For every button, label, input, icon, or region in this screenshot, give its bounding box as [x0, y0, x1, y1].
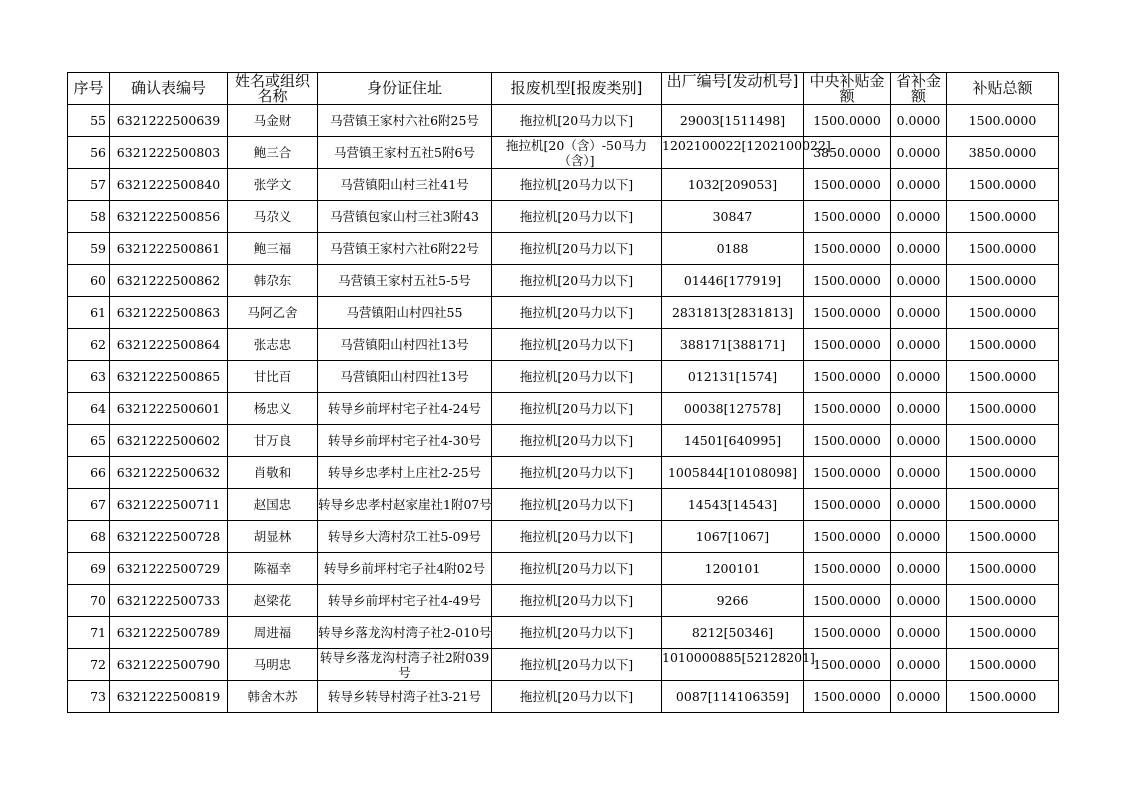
cell-provincial-subsidy: 0.0000	[891, 649, 947, 681]
header-provincial-subsidy: 省补金额	[891, 73, 947, 105]
header-name: 姓名或组织名称	[228, 73, 318, 105]
cell-address: 转导乡前坪村宅子社4-49号	[318, 585, 492, 617]
cell-provincial-subsidy: 0.0000	[891, 297, 947, 329]
cell-seq: 65	[68, 425, 110, 457]
cell-seq: 55	[68, 105, 110, 137]
table-row	[68, 457, 1059, 489]
cell-name: 赵国忠	[228, 489, 318, 521]
cell-name: 赵梁花	[228, 585, 318, 617]
cell-seq: 57	[68, 169, 110, 201]
cell-serial: 1200101	[662, 553, 804, 585]
cell-total-subsidy: 1500.0000	[947, 425, 1059, 457]
cell-seq: 63	[68, 361, 110, 393]
cell-name: 马金财	[228, 105, 318, 137]
cell-seq: 69	[68, 553, 110, 585]
cell-central-subsidy: 1500.0000	[804, 649, 891, 681]
cell-total-subsidy: 1500.0000	[947, 361, 1059, 393]
table-row	[68, 137, 1059, 169]
table-row	[68, 489, 1059, 521]
cell-address: 转导乡忠孝村赵家崖社1附07号	[318, 489, 492, 521]
cell-central-subsidy: 1500.0000	[804, 233, 891, 265]
table-body	[68, 105, 1059, 713]
cell-total-subsidy: 1500.0000	[947, 489, 1059, 521]
cell-provincial-subsidy: 0.0000	[891, 521, 947, 553]
cell-total-subsidy: 1500.0000	[947, 521, 1059, 553]
cell-provincial-subsidy: 0.0000	[891, 393, 947, 425]
cell-total-subsidy: 1500.0000	[947, 585, 1059, 617]
table-row	[68, 201, 1059, 233]
cell-confirm-no: 6321222500728	[110, 521, 228, 553]
cell-confirm-no: 6321222500856	[110, 201, 228, 233]
cell-address: 马营镇包家山村三社3附43	[318, 201, 492, 233]
cell-confirm-no: 6321222500639	[110, 105, 228, 137]
cell-central-subsidy: 1500.0000	[804, 425, 891, 457]
cell-provincial-subsidy: 0.0000	[891, 617, 947, 649]
cell-serial: 0087[114106359]	[662, 681, 804, 713]
cell-seq: 70	[68, 585, 110, 617]
header-model: 报废机型[报废类别]	[492, 73, 662, 105]
cell-central-subsidy: 1500.0000	[804, 265, 891, 297]
cell-provincial-subsidy: 0.0000	[891, 169, 947, 201]
cell-name: 鲍三合	[228, 137, 318, 169]
cell-name: 张学文	[228, 169, 318, 201]
cell-serial: 01446[177919]	[662, 265, 804, 297]
cell-confirm-no: 6321222500861	[110, 233, 228, 265]
cell-central-subsidy: 1500.0000	[804, 457, 891, 489]
cell-central-subsidy: 1500.0000	[804, 393, 891, 425]
cell-serial: 14501[640995]	[662, 425, 804, 457]
table-row	[68, 553, 1059, 585]
cell-confirm-no: 6321222500862	[110, 265, 228, 297]
cell-model: 拖拉机[20马力以下]	[492, 169, 662, 201]
cell-name: 马阿乙舍	[228, 297, 318, 329]
cell-model: 拖拉机[20马力以下]	[492, 585, 662, 617]
cell-serial: 29003[1511498]	[662, 105, 804, 137]
cell-name: 鲍三福	[228, 233, 318, 265]
cell-seq: 67	[68, 489, 110, 521]
table-row	[68, 649, 1059, 681]
cell-seq: 71	[68, 617, 110, 649]
cell-name: 韩舍木苏	[228, 681, 318, 713]
cell-provincial-subsidy: 0.0000	[891, 553, 947, 585]
cell-central-subsidy: 1500.0000	[804, 329, 891, 361]
cell-name: 肖敬和	[228, 457, 318, 489]
cell-central-subsidy: 3850.0000	[804, 137, 891, 169]
cell-model: 拖拉机[20马力以下]	[492, 201, 662, 233]
cell-address: 马营镇阳山村三社41号	[318, 169, 492, 201]
cell-total-subsidy: 1500.0000	[947, 265, 1059, 297]
cell-name: 马尕义	[228, 201, 318, 233]
cell-serial: 012131[1574]	[662, 361, 804, 393]
cell-seq: 72	[68, 649, 110, 681]
cell-name: 胡显林	[228, 521, 318, 553]
cell-model: 拖拉机[20马力以下]	[492, 233, 662, 265]
cell-central-subsidy: 1500.0000	[804, 201, 891, 233]
cell-central-subsidy: 1500.0000	[804, 169, 891, 201]
cell-address: 转导乡转导村湾子社3-21号	[318, 681, 492, 713]
table-row	[68, 617, 1059, 649]
cell-central-subsidy: 1500.0000	[804, 681, 891, 713]
cell-model: 拖拉机[20马力以下]	[492, 393, 662, 425]
cell-confirm-no: 6321222500789	[110, 617, 228, 649]
cell-total-subsidy: 1500.0000	[947, 553, 1059, 585]
table-row	[68, 105, 1059, 137]
cell-address: 转导乡大湾村尕工社5-09号	[318, 521, 492, 553]
cell-total-subsidy: 1500.0000	[947, 297, 1059, 329]
cell-serial: 00038[127578]	[662, 393, 804, 425]
cell-seq: 60	[68, 265, 110, 297]
cell-confirm-no: 6321222500840	[110, 169, 228, 201]
header-row	[68, 73, 1059, 105]
cell-serial: 14543[14543]	[662, 489, 804, 521]
cell-model: 拖拉机[20马力以下]	[492, 361, 662, 393]
cell-total-subsidy: 1500.0000	[947, 393, 1059, 425]
cell-name: 甘比百	[228, 361, 318, 393]
cell-central-subsidy: 1500.0000	[804, 105, 891, 137]
cell-model: 拖拉机[20马力以下]	[492, 489, 662, 521]
cell-seq: 68	[68, 521, 110, 553]
cell-central-subsidy: 1500.0000	[804, 521, 891, 553]
cell-name: 周进福	[228, 617, 318, 649]
cell-address: 转导乡前坪村宅子社4附02号	[318, 553, 492, 585]
cell-total-subsidy: 1500.0000	[947, 105, 1059, 137]
header-total-subsidy: 补贴总额	[947, 73, 1059, 105]
cell-serial: 0188	[662, 233, 804, 265]
cell-name: 陈福幸	[228, 553, 318, 585]
cell-serial: 388171[388171]	[662, 329, 804, 361]
cell-confirm-no: 6321222500864	[110, 329, 228, 361]
cell-address: 马营镇阳山村四社13号	[318, 329, 492, 361]
cell-address: 马营镇阳山村四社13号	[318, 361, 492, 393]
cell-total-subsidy: 1500.0000	[947, 233, 1059, 265]
cell-seq: 62	[68, 329, 110, 361]
cell-address: 转导乡前坪村宅子社4-30号	[318, 425, 492, 457]
cell-model: 拖拉机[20（含）-50马力（含）]	[492, 137, 662, 169]
header-central-subsidy: 中央补贴金额	[804, 73, 891, 105]
cell-address: 马营镇王家村五社5-5号	[318, 265, 492, 297]
cell-model: 拖拉机[20马力以下]	[492, 681, 662, 713]
cell-confirm-no: 6321222500601	[110, 393, 228, 425]
cell-total-subsidy: 1500.0000	[947, 169, 1059, 201]
cell-central-subsidy: 1500.0000	[804, 617, 891, 649]
header-address: 身份证住址	[318, 73, 492, 105]
table-row	[68, 233, 1059, 265]
cell-provincial-subsidy: 0.0000	[891, 105, 947, 137]
cell-address: 马营镇阳山村四社55	[318, 297, 492, 329]
cell-address: 马营镇王家村六社6附22号	[318, 233, 492, 265]
cell-provincial-subsidy: 0.0000	[891, 681, 947, 713]
cell-total-subsidy: 1500.0000	[947, 201, 1059, 233]
cell-provincial-subsidy: 0.0000	[891, 265, 947, 297]
cell-model: 拖拉机[20马力以下]	[492, 425, 662, 457]
cell-model: 拖拉机[20马力以下]	[492, 521, 662, 553]
cell-seq: 59	[68, 233, 110, 265]
header-seq: 序号	[68, 73, 110, 105]
cell-model: 拖拉机[20马力以下]	[492, 105, 662, 137]
cell-confirm-no: 6321222500602	[110, 425, 228, 457]
table-row	[68, 361, 1059, 393]
cell-provincial-subsidy: 0.0000	[891, 137, 947, 169]
cell-serial: 2831813[2831813]	[662, 297, 804, 329]
table-row	[68, 585, 1059, 617]
cell-serial: 8212[50346]	[662, 617, 804, 649]
table-row	[68, 425, 1059, 457]
cell-serial: 1032[209053]	[662, 169, 804, 201]
cell-serial: 1010000885[52128201]	[662, 649, 804, 681]
cell-confirm-no: 6321222500865	[110, 361, 228, 393]
cell-model: 拖拉机[20马力以下]	[492, 265, 662, 297]
header-confirm-no: 确认表编号	[110, 73, 228, 105]
cell-seq: 56	[68, 137, 110, 169]
cell-name: 甘万良	[228, 425, 318, 457]
cell-model: 拖拉机[20马力以下]	[492, 553, 662, 585]
table-row	[68, 521, 1059, 553]
cell-confirm-no: 6321222500863	[110, 297, 228, 329]
cell-serial: 9266	[662, 585, 804, 617]
cell-provincial-subsidy: 0.0000	[891, 233, 947, 265]
table-row	[68, 265, 1059, 297]
cell-address: 马营镇王家村五社5附6号	[318, 137, 492, 169]
cell-total-subsidy: 1500.0000	[947, 457, 1059, 489]
cell-confirm-no: 6321222500733	[110, 585, 228, 617]
cell-total-subsidy: 1500.0000	[947, 329, 1059, 361]
table-row	[68, 681, 1059, 713]
cell-central-subsidy: 1500.0000	[804, 297, 891, 329]
cell-central-subsidy: 1500.0000	[804, 361, 891, 393]
cell-address: 马营镇王家村六社6附25号	[318, 105, 492, 137]
cell-model: 拖拉机[20马力以下]	[492, 617, 662, 649]
cell-central-subsidy: 1500.0000	[804, 585, 891, 617]
cell-confirm-no: 6321222500803	[110, 137, 228, 169]
cell-total-subsidy: 1500.0000	[947, 649, 1059, 681]
cell-serial: 30847	[662, 201, 804, 233]
cell-address: 转导乡前坪村宅子社4-24号	[318, 393, 492, 425]
cell-provincial-subsidy: 0.0000	[891, 585, 947, 617]
cell-model: 拖拉机[20马力以下]	[492, 329, 662, 361]
cell-confirm-no: 6321222500632	[110, 457, 228, 489]
cell-seq: 64	[68, 393, 110, 425]
cell-provincial-subsidy: 0.0000	[891, 201, 947, 233]
header-serial: 出厂编号[发动机号]	[662, 73, 804, 105]
cell-name: 马明忠	[228, 649, 318, 681]
cell-serial: 1067[1067]	[662, 521, 804, 553]
cell-total-subsidy: 3850.0000	[947, 137, 1059, 169]
cell-name: 杨忠义	[228, 393, 318, 425]
cell-central-subsidy: 1500.0000	[804, 489, 891, 521]
cell-name: 张志忠	[228, 329, 318, 361]
cell-address: 转导乡落龙沟村湾子社2附039号	[318, 649, 492, 681]
cell-confirm-no: 6321222500819	[110, 681, 228, 713]
cell-serial: 1005844[10108098]	[662, 457, 804, 489]
cell-provincial-subsidy: 0.0000	[891, 329, 947, 361]
table-row	[68, 297, 1059, 329]
cell-confirm-no: 6321222500711	[110, 489, 228, 521]
cell-address: 转导乡忠孝村上庄社2-25号	[318, 457, 492, 489]
table-row	[68, 329, 1059, 361]
cell-model: 拖拉机[20马力以下]	[492, 649, 662, 681]
cell-total-subsidy: 1500.0000	[947, 617, 1059, 649]
cell-model: 拖拉机[20马力以下]	[492, 457, 662, 489]
cell-seq: 61	[68, 297, 110, 329]
cell-serial: 1202100022[1202100022]	[662, 137, 804, 169]
subsidy-table	[67, 72, 1059, 713]
cell-central-subsidy: 1500.0000	[804, 553, 891, 585]
table-row	[68, 393, 1059, 425]
cell-seq: 58	[68, 201, 110, 233]
cell-model: 拖拉机[20马力以下]	[492, 297, 662, 329]
cell-seq: 73	[68, 681, 110, 713]
table-row	[68, 169, 1059, 201]
cell-confirm-no: 6321222500790	[110, 649, 228, 681]
cell-total-subsidy: 1500.0000	[947, 681, 1059, 713]
cell-seq: 66	[68, 457, 110, 489]
cell-provincial-subsidy: 0.0000	[891, 457, 947, 489]
cell-provincial-subsidy: 0.0000	[891, 361, 947, 393]
cell-address: 转导乡落龙沟村湾子社2-010号	[318, 617, 492, 649]
cell-provincial-subsidy: 0.0000	[891, 425, 947, 457]
cell-confirm-no: 6321222500729	[110, 553, 228, 585]
cell-name: 韩尕东	[228, 265, 318, 297]
cell-provincial-subsidy: 0.0000	[891, 489, 947, 521]
